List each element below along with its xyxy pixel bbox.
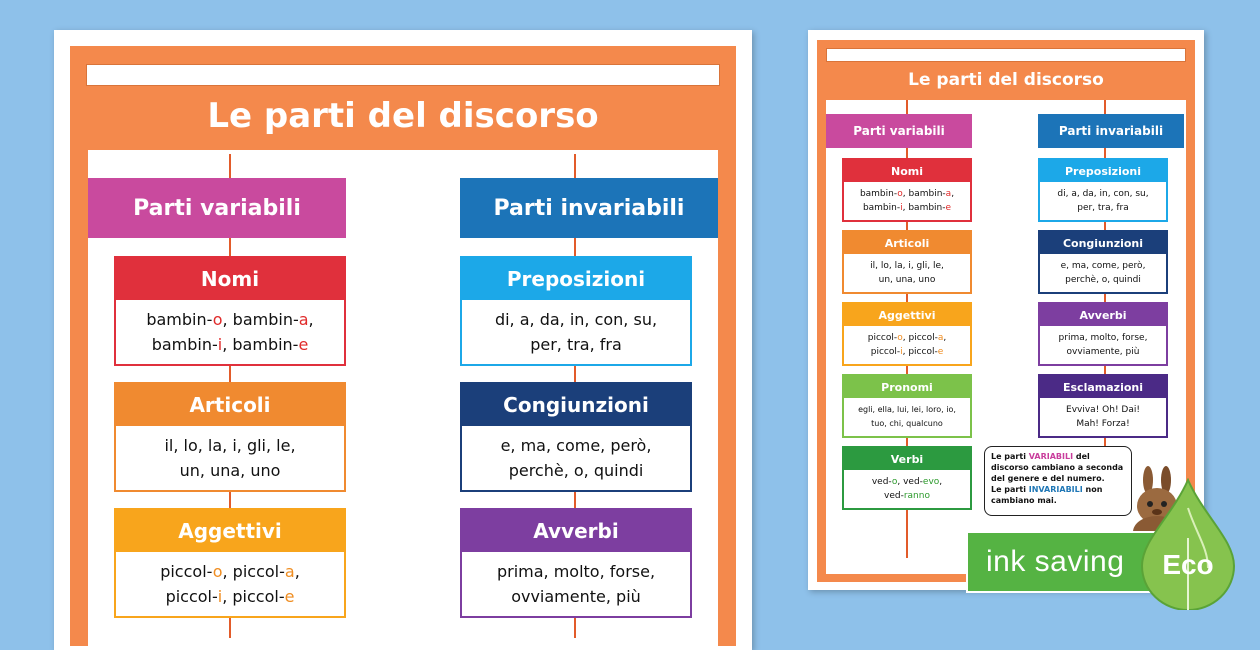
speech-bubble-note: Le parti VARIABILI del discorso cambiano a seconda del genere e del numero. Le parti INVARIABILI non cambiano mai. [984, 446, 1132, 516]
card-examples [844, 254, 970, 292]
card-title: Avverbi [462, 510, 690, 552]
connector-line [229, 618, 231, 638]
example-line: perchè, o, quindi [1065, 275, 1141, 285]
card-title: Nomi [844, 160, 970, 182]
example-line: piccol-i, piccol-e [165, 587, 295, 606]
card-title: Avverbi [1040, 304, 1166, 326]
poster-title: Le parti del discorso [207, 96, 599, 136]
example-line: bambin-i, bambin-e [151, 335, 309, 354]
connector-line [574, 154, 576, 178]
card-title: Preposizioni [1040, 160, 1166, 182]
card-title: Esclamazioni [1040, 376, 1166, 398]
example-line: per, tra, fra [530, 335, 622, 354]
example-line: ovviamente, più [1066, 347, 1140, 357]
card-examples [1040, 254, 1166, 292]
card-title: Aggettivi [844, 304, 970, 326]
card-avverbi [460, 508, 692, 618]
connector-line [906, 100, 908, 114]
card-title: Aggettivi [116, 510, 344, 552]
card-articoli [114, 382, 346, 492]
example-line: prima, molto, forse, [1058, 333, 1148, 343]
connector-line [229, 238, 231, 258]
connector-line [574, 238, 576, 258]
heading-parti-variabili: Parti variabili [88, 178, 346, 238]
poster-top-bar [86, 64, 720, 86]
card-verbi [842, 446, 972, 510]
example-line: bambin-i, bambin-e [862, 203, 952, 213]
example-line: egli, ella, lui, lei, loro, io, [858, 405, 956, 414]
card-examples [116, 426, 344, 490]
heading-parti-invariabili: Parti invariabili [460, 178, 718, 238]
card-title: Verbi [844, 448, 970, 470]
card-congiunzioni [460, 382, 692, 492]
card-examples [462, 300, 690, 364]
example-line: un, una, uno [878, 275, 936, 285]
connector-line [574, 618, 576, 638]
card-nomi [114, 256, 346, 366]
connector-line [229, 154, 231, 178]
example-line: il, lo, la, i, gli, le, [164, 436, 296, 455]
eco-drop-icon [1138, 478, 1238, 610]
card-aggettivi [842, 302, 972, 366]
example-line: Evviva! Oh! Dai! [1066, 405, 1140, 415]
card-examples [116, 552, 344, 616]
card-examples [1040, 326, 1166, 364]
example-line: il, lo, la, i, gli, le, [870, 261, 944, 271]
card-examples [1040, 398, 1166, 436]
poster-top-bar [826, 48, 1186, 62]
card-examples [462, 552, 690, 616]
card-title: Nomi [116, 258, 344, 300]
example-line: piccol-i, piccol-e [870, 347, 944, 357]
heading-parti-variabili: Parti variabili [826, 114, 972, 148]
example-line: di, a, da, in, con, su, [494, 310, 658, 329]
example-line: perchè, o, quindi [508, 461, 644, 480]
example-line: per, tra, fra [1077, 203, 1129, 213]
connector-line [1104, 100, 1106, 114]
card-title: Congiunzioni [462, 384, 690, 426]
card-nomi [842, 158, 972, 222]
ink-saving-label: ink saving [986, 545, 1125, 578]
card-preposizioni [1038, 158, 1168, 222]
card-examples [844, 326, 970, 364]
card-congiunzioni [1038, 230, 1168, 294]
card-examples [844, 182, 970, 220]
card-examples [1040, 182, 1166, 220]
card-pronomi [842, 374, 972, 438]
card-aggettivi [114, 508, 346, 618]
eco-label: Eco [1162, 549, 1214, 580]
card-title: Articoli [844, 232, 970, 254]
card-articoli [842, 230, 972, 294]
heading-parti-invariabili: Parti invariabili [1038, 114, 1184, 148]
card-title: Pronomi [844, 376, 970, 398]
example-line: bambin-o, bambin-a, [859, 189, 955, 199]
card-title: Preposizioni [462, 258, 690, 300]
example-line: ved-o, ved-evo, [871, 477, 943, 487]
card-examples [844, 470, 970, 508]
card-preposizioni [460, 256, 692, 366]
card-examples [462, 426, 690, 490]
example-line: piccol-o, piccol-a, [867, 333, 947, 343]
card-examples [116, 300, 344, 364]
example-line: ovviamente, più [511, 587, 641, 606]
example-line: Mah! Forza! [1076, 419, 1130, 429]
card-esclamazioni [1038, 374, 1168, 438]
example-line: tuo, chi, qualcuno [871, 419, 943, 428]
poster-large [54, 30, 752, 650]
card-title: Congiunzioni [1040, 232, 1166, 254]
example-line: e, ma, come, però, [1060, 261, 1146, 271]
example-line: piccol-o, piccol-a, [160, 562, 300, 581]
card-examples [844, 398, 970, 436]
example-line: ved-ranno [884, 491, 930, 501]
card-title: Articoli [116, 384, 344, 426]
poster-title: Le parti del discorso [908, 70, 1104, 90]
example-line: un, una, uno [179, 461, 281, 480]
example-line: prima, molto, forse, [496, 562, 656, 581]
example-line: bambin-o, bambin-a, [146, 310, 314, 329]
example-line: di, a, da, in, con, su, [1057, 189, 1149, 199]
example-line: e, ma, come, però, [500, 436, 652, 455]
card-avverbi [1038, 302, 1168, 366]
